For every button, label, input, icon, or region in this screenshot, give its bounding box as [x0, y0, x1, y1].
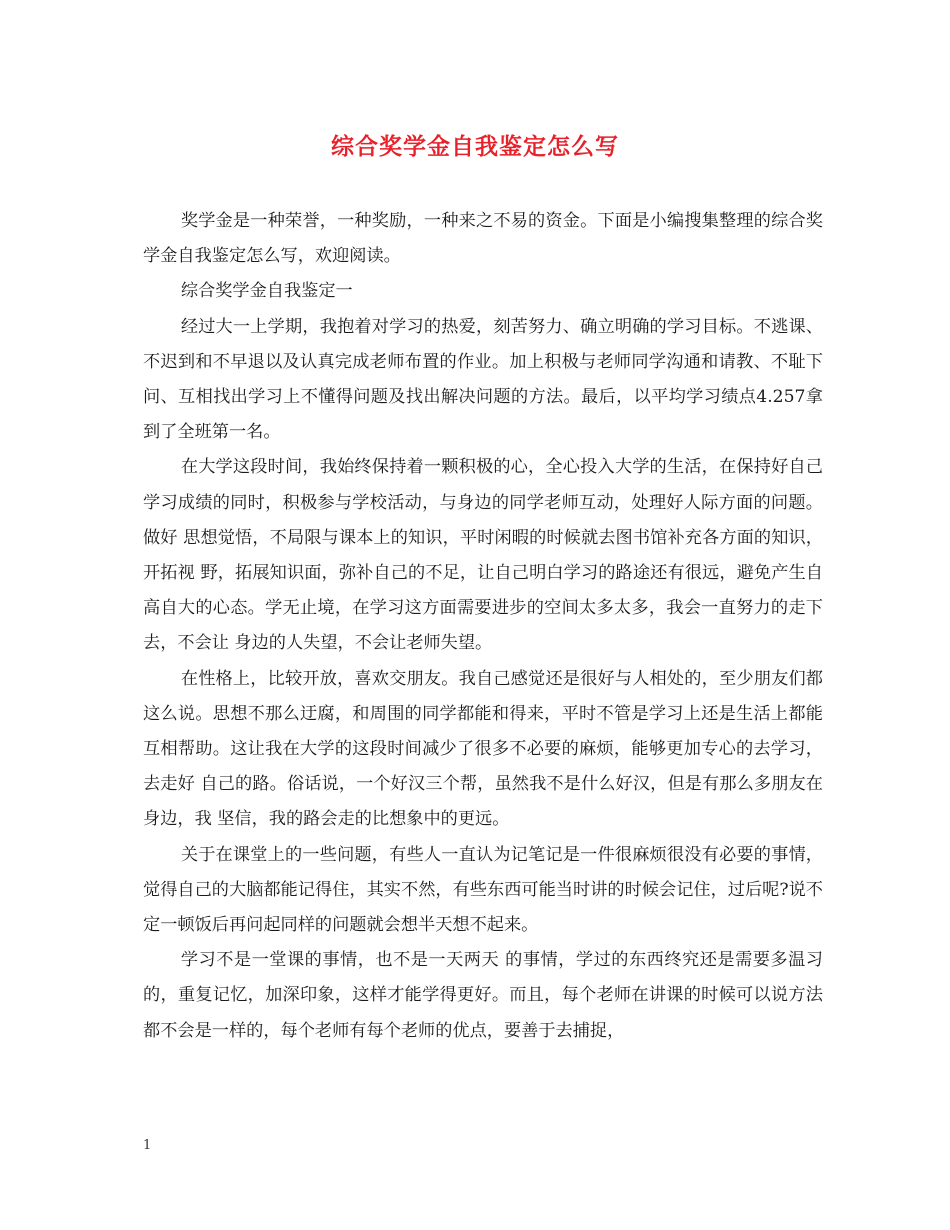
paragraph-intro: 奖学金是一种荣誉，一种奖励，一种来之不易的资金。下面是小编搜集整理的综合奖学金自我鉴定怎么写，欢迎阅读。	[143, 211, 823, 267]
document-body	[143, 204, 823, 1049]
document-title: 综合奖学金自我鉴定怎么写	[331, 133, 619, 160]
section-heading: 综合奖学金自我鉴定一	[180, 281, 353, 302]
paragraph-study: 经过大一上学期，我抱着对学习的热爱，刻苦努力、确立明确的学习目标。不逃课、不迟到和不早退以及认真完成老师布置的作业。加上积极与老师同学沟通和请教、不耻下问、互相找出学习上不懂得问题及找出解决问题的方法。最后，以平均学习绩点4.257拿到了全班第一名。	[143, 316, 823, 443]
paragraph-college-life: 在大学这段时间，我始终保持着一颗积极的心，全心投入大学的生活，在保持好自己学习成绩的同时，积极参与学校活动，与身边的同学老师互动，处理好人际方面的问题。做好 思想觉悟，不局限与课本上的知识，平时闲暇的时候就去图书馆补充各方面的知识，开拓视 野，拓展知识面，弥补自己的不足，让自己明白学习的路途还有很远，避免产生自高自大的心态。学无止境，在学习这方面需要进步的空间太多太多，我会一直努力的走下去，不会让 身边的人失望，不会让老师失望。	[143, 457, 823, 654]
paragraph-classroom: 关于在课堂上的一些问题，有些人一直认为记笔记是一件很麻烦很没有必要的事情，觉得自己的大脑都能记得住，其实不然，有些东西可能当时讲的时候会记住，过后呢?说不定一顿饭后再问起同样的问题就会想半天想不起来。	[143, 844, 823, 936]
paragraph-review: 学习不是一堂课的事情，也不是一天两天 的事情，学过的东西终究还是需要多温习的，重复记忆，加深印象，这样才能学得更好。而且，每个老师在讲课的时候可以说方法都不会是一样的，每个老师有每个老师的优点，要善于去捕捉，	[143, 950, 823, 1041]
paragraph-personality: 在性格上，比较开放，喜欢交朋友。我自己感觉还是很好与人相处的，至少朋友们都这么说。思想不那么迂腐，和周围的同学都能和得来，平时不管是学习上还是生活上都能互相帮助。这让我在大学的这段时间减少了很多不必要的麻烦，能够更加专心的去学习，去走好 自己的路。俗话说，一个好汉三个帮，虽然我不是什么好汉，但是有那么多朋友在身边，我 坚信，我的路会走的比想象中的更远。	[143, 668, 823, 830]
page-number: 1	[143, 1138, 152, 1153]
